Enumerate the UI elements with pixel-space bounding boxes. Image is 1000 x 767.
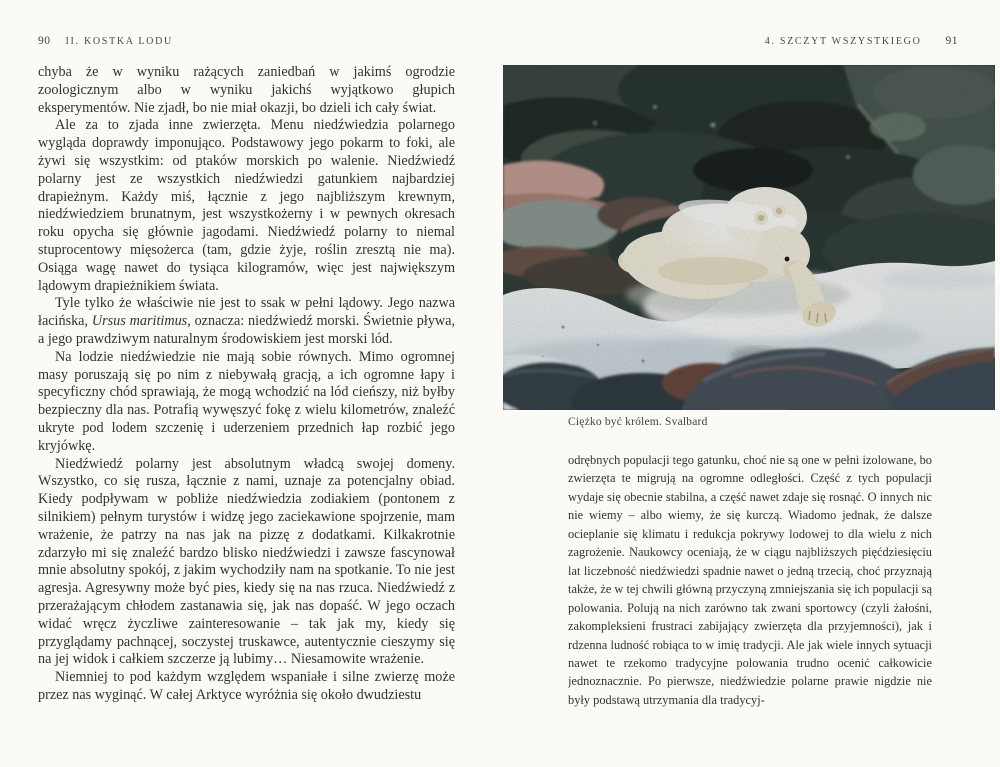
running-head-right <box>765 35 958 47</box>
running-head-left <box>38 35 173 47</box>
right-text-column <box>568 451 932 731</box>
page-number-right: 91 <box>945 35 958 47</box>
page-number-left: 90 <box>38 35 51 47</box>
paragraph: Niemniej to pod każdym względem wspaniałe i silne zwierzę może przez nas wyginąć. W całej Arktyce wyróżnia się około dwudziestu <box>38 669 455 703</box>
latin-species-name: Ursus maritimus <box>91 313 188 330</box>
photo-caption: Ciężko być królem. Svalbard <box>568 416 708 428</box>
paragraph: Ale za to zjada inne zwierzęta. Menu niedźwiedzia polarnego wygląda doprawdy imponująco. Podstawowy jego pokarm to foki, ale żywi się wszystkim: od ptaków morskich po walenie. Niedźwiedź polarny jest ze wszystkich niedźwiedzi gatunkiem najbardziej drapieżnym. Każdy miś, łącznie z jego najbliższym krewnym, niedźwiedziem brunatnym, jest wszystkożerny i w pewnych okresach roku opycha się głównie jagodami. Niedźwiedź polarny to niemal stuprocentowy mięsożerca (tam, gdzie żyje, roślin zresztą nie ma). Osiąga wagę nawet do tysiąca kilogramów, więc jest największym lądowym drapieżnikiem świata. <box>38 117 455 294</box>
chapter-title-right: 4. SZCZYT WSZYSTKIEGO <box>764 36 922 47</box>
paragraph: Na lodzie niedźwiedzie nie mają sobie równych. Mimo ogromnej masy poruszają się po nim z niebywałą gracją, a ich ogromne łapy i specyficzny chód sprawiają, że mogą wchodzić na lód cieńszy, niż byłby bezpieczny dla nas. Potrafią wywęszyć fokę z wielu kilometrów, znaleźć ukryte pod lodem szczenię i uderzeniem przednich łap rozbić jego kryjówkę. <box>38 348 455 454</box>
polar-bear-photo <box>503 65 995 410</box>
photo-grain-overlay <box>503 65 995 410</box>
paragraph <box>38 295 455 348</box>
paragraph-text: Tyle tylko że właściwie nie jest to ssak w pełni lądowy. Jego nazwa łacińska, <box>38 295 455 330</box>
paragraph: odrębnych populacji tego gatunku, choć nie są one w pełni izolowane, bo zwierzęta te migrują na ogromne odległości. Część z tych populacji wydaje się obecnie stabilna, a część nawet zdaje się rosnąć. O innych nic nie wiemy – albo wiemy, że się kurczą. Wiadomo jednak, że dalsze ocieplanie się klimatu i redukcja pokrywy lodowej to dla wielu z nich zagrożenie. Naukowcy oceniają, że w ciągu najbliższych pięćdziesięciu lat liczebność niedźwiedzi spadnie nawet o jedną trzecią, choć przyznają także, że w tej chwili główną przyczyną zmniejszania się ich populacji są polowania. Polują na nich zarówno tak zwani sportowcy (czyli żałośni, zakompleksieni frustraci zabijający zwierzęta dla przyjemności), jak i rdzenna ludność robiąca to w imię tradycji. Ale jak wiele innych sytuacji nawet te rzekomo tradycyjne polowania trudno ocenić całkowicie jednoznacznie. Po pierwsze, niedźwiedzie polarne prawie nigdzie nie były podstawą utrzymania dla tradycyj- <box>568 453 932 707</box>
paragraph: Niedźwiedź polarny jest absolutnym władcą swojej domeny. Wszystko, co się rusza, łącznie z nami, uznaje za potencjalny obiad. Kiedy podpływam w pobliże niedźwiedzia zodiakiem (pontonem z silnikiem) pełnym turystów i widzę jego zaciekawione spojrzenie, mam wrażenie, że patrzy na nas jak na pizzę z dodatkami. Kilkakrotnie zdarzyło mi się znaleźć bardzo blisko niedźwiedzi i zawsze fascynował mnie absolutny spokój, z jakim wychodziły nam na spotkanie. To nie jest agresja. Agresywny może być pies, kiedy się na nas rzuca. Niedźwiedź z przerażającym chłodem zastanawia się, jak nas dopaść. W jego oczach widać wręcz życzliwe zainteresowanie – tak jak my, kiedy się przyglądamy pachnącej, soczystej truskawce, autentycznie cieszymy się na jej widok i całkiem szczerze ją lubimy… Niesamowite wrażenie. <box>38 455 455 668</box>
paragraph: chyba że w wyniku rażących zaniedbań w jakimś ogrodzie zoologicznym albo w wyniku jakichś wyjątkowo głupich eksperymentów. Nie zjadł, bo nie miał okazji, bo dzieli ich cały świat. <box>38 64 455 116</box>
left-text-column <box>38 64 455 746</box>
chapter-title-left: II. KOSTKA LODU <box>65 36 173 47</box>
paragraph-text: , oznacza: niedźwiedź morski. Świetnie pływa, a jego prawdziwym naturalnym środowiskiem jest morski lód. <box>38 313 455 347</box>
